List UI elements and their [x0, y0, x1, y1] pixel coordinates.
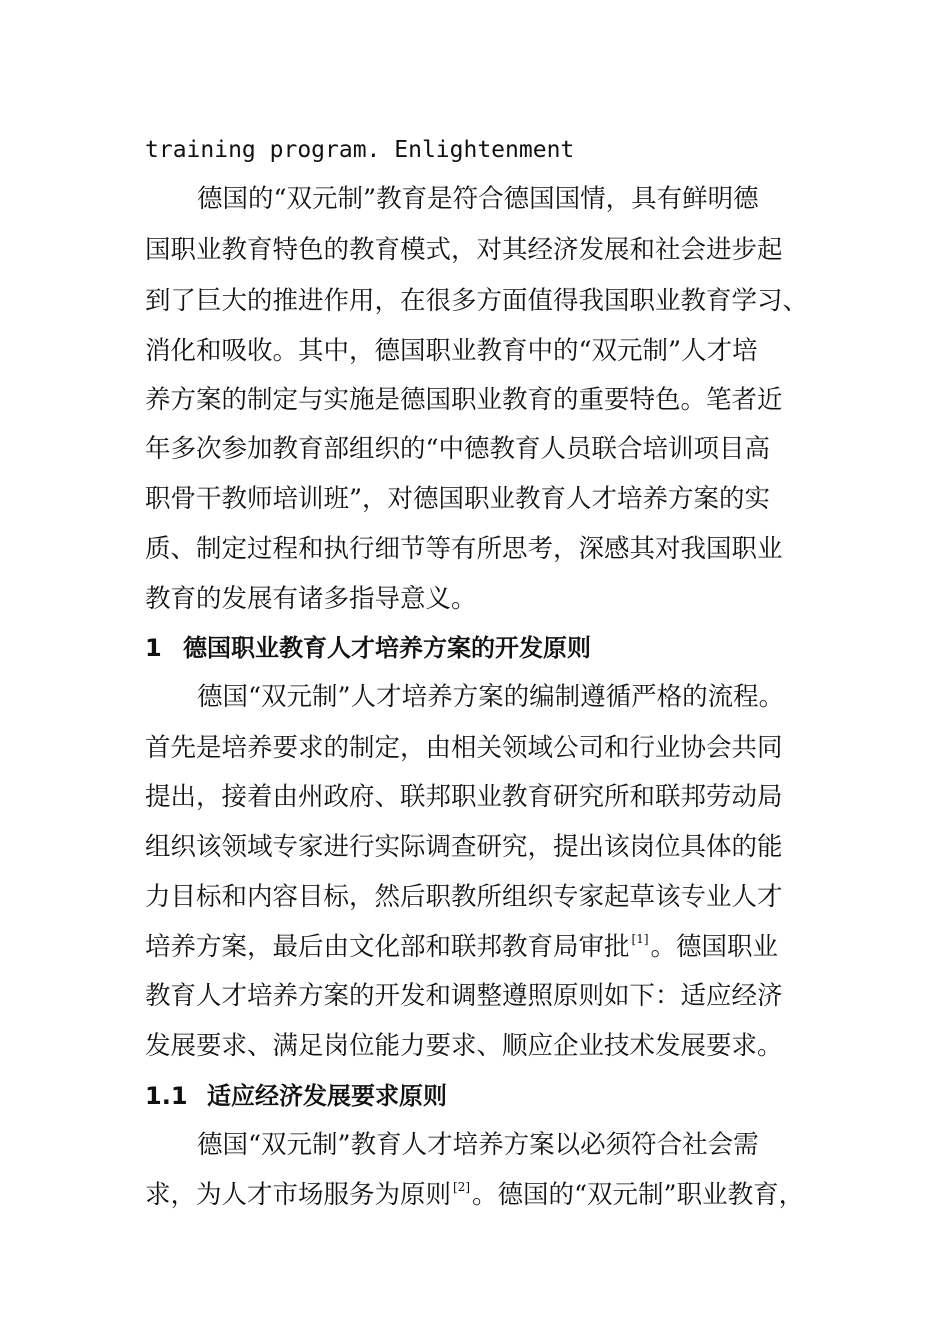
paragraph-line: 德国的“双元制”教育是符合德国国情，具有鲜明德	[197, 184, 759, 214]
section-heading-1-1	[145, 1081, 447, 1111]
paragraph-line: 教育人才培养方案的开发和调整遵照原则如下：适应经济	[145, 981, 783, 1011]
paragraph-line-with-reference	[145, 1180, 804, 1210]
paragraph-line: 首先是培养要求的制定，由相关领域公司和行业协会共同	[145, 733, 783, 763]
paragraph-line: 组织该领域专家进行实际调查研究，提出该岗位具体的能	[145, 832, 783, 862]
section-title: 德国职业教育人才培养方案的开发原则	[183, 634, 591, 662]
paragraph-line: 质、制定过程和执行细节等有所思考，深感其对我国职业	[145, 534, 783, 564]
line-text: 培养方案，最后由文化部和联邦教育局审批	[145, 932, 630, 962]
section-title: 适应经济发展要求原则	[207, 1082, 447, 1110]
line-text: 。德国的“双元制”职业教育，	[472, 1180, 805, 1210]
line-text: 求，为人才市场服务为原则	[145, 1180, 452, 1210]
section-heading-1	[145, 633, 591, 663]
paragraph-line: 发展要求、满足岗位能力要求、顺应企业技术发展要求。	[145, 1031, 783, 1061]
paragraph-line: 到了巨大的推进作用，在很多方面值得我国职业教育学习、	[145, 286, 809, 316]
paragraph-line: 消化和吸收。其中，德国职业教育中的“双元制”人才培	[145, 336, 758, 366]
line-text: 。德国职业	[650, 932, 779, 962]
paragraph-line: 提出，接着由州政府、联邦职业教育研究所和联邦劳动局	[145, 782, 783, 812]
section-number: 1	[145, 634, 162, 662]
paragraph-line: 职骨干教师培训班”，对德国职业教育人才培养方案的实	[145, 484, 771, 514]
paragraph-line: 德国“双元制”教育人才培养方案以必须符合社会需	[197, 1130, 759, 1160]
paragraph-line: 国职业教育特色的教育模式，对其经济发展和社会进步起	[145, 235, 783, 265]
paragraph-line: 力目标和内容目标，然后职教所组织专家起草该专业人才	[145, 882, 783, 912]
abstract-keywords-line: training program. Enlightenment	[145, 137, 575, 163]
section-number: 1.1	[145, 1082, 188, 1110]
paragraph-line: 养方案的制定与实施是德国职业教育的重要特色。笔者近	[145, 385, 783, 415]
citation-reference[interactable]: [2]	[453, 1180, 471, 1194]
paragraph-line-with-reference	[145, 932, 778, 962]
citation-reference[interactable]: [1]	[631, 932, 649, 946]
paragraph-line: 德国“双元制”人才培养方案的编制遵循严格的流程。	[197, 682, 785, 712]
paragraph-line: 教育的发展有诸多指导意义。	[145, 584, 477, 614]
paragraph-line: 年多次参加教育部组织的“中德教育人员联合培训项目高	[145, 434, 771, 464]
